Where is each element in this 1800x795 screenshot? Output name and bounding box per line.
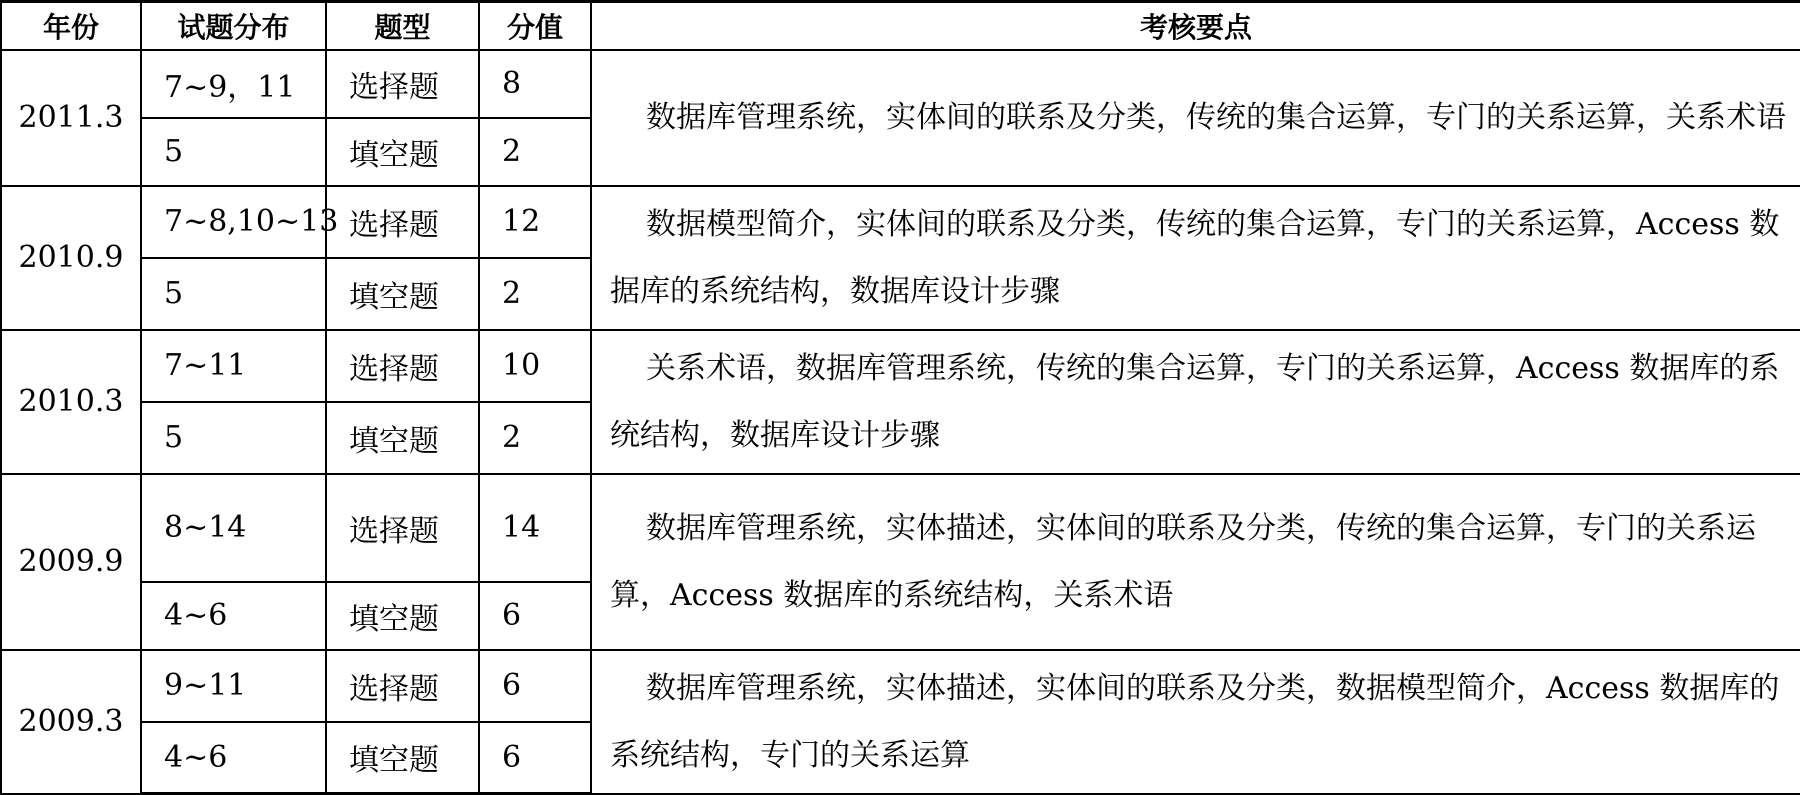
questions-cell: 4~6 — [141, 722, 326, 794]
header-score: 分值 — [479, 2, 591, 50]
score-cell: 6 — [479, 650, 591, 722]
score-cell: 6 — [479, 722, 591, 794]
type-cell: 选择题 — [326, 650, 479, 722]
questions-cell: 5 — [141, 118, 326, 186]
questions-cell: 5 — [141, 402, 326, 474]
score-cell: 2 — [479, 118, 591, 186]
type-cell: 填空题 — [326, 258, 479, 330]
type-cell: 填空题 — [326, 722, 479, 794]
points-cell — [591, 474, 1800, 650]
points-text: 数据库管理系统，实体描述，实体间的联系及分类，传统的集合运算，专门的关系运算，Access 数据库的系统结构，关系术语 — [610, 510, 1756, 613]
type-cell: 填空题 — [326, 402, 479, 474]
header-points: 考核要点 — [591, 2, 1800, 50]
header-questions: 试题分布 — [141, 2, 326, 50]
table-row — [1, 50, 1800, 118]
score-cell: 12 — [479, 186, 591, 258]
points-text: 数据模型简介，实体间的联系及分类，传统的集合运算，专门的关系运算，Access 数据库的系统结构，数据库设计步骤 — [610, 206, 1780, 309]
type-cell: 选择题 — [326, 474, 479, 582]
points-cell — [591, 330, 1800, 474]
points-cell — [591, 50, 1800, 186]
table-row — [1, 474, 1800, 582]
points-text: 数据库管理系统，实体间的联系及分类，传统的集合运算，专门的关系运算，关系术语 — [646, 100, 1786, 135]
score-cell: 10 — [479, 330, 591, 402]
type-cell: 选择题 — [326, 330, 479, 402]
points-text: 关系术语，数据库管理系统，传统的集合运算，专门的关系运算，Access 数据库的系统结构，数据库设计步骤 — [610, 350, 1780, 453]
questions-cell: 8~14 — [141, 474, 326, 582]
type-cell: 填空题 — [326, 118, 479, 186]
header-type: 题型 — [326, 2, 479, 50]
year-cell: 2010.9 — [1, 186, 141, 330]
score-cell: 14 — [479, 474, 591, 582]
table-row — [1, 186, 1800, 258]
year-cell: 2010.3 — [1, 330, 141, 474]
table-row — [1, 650, 1800, 722]
score-cell: 2 — [479, 402, 591, 474]
type-cell: 填空题 — [326, 582, 479, 650]
year-cell: 2009.3 — [1, 650, 141, 794]
points-cell — [591, 186, 1800, 330]
questions-cell: 5 — [141, 258, 326, 330]
questions-cell: 7~9，11 — [141, 50, 326, 118]
questions-cell: 4~6 — [141, 582, 326, 650]
questions-cell: 9~11 — [141, 650, 326, 722]
year-cell: 2009.9 — [1, 474, 141, 650]
type-cell: 选择题 — [326, 186, 479, 258]
questions-cell: 7~11 — [141, 330, 326, 402]
questions-cell: 7~8,10~13 — [141, 186, 326, 258]
score-cell: 8 — [479, 50, 591, 118]
header-row — [1, 2, 1800, 50]
score-cell: 6 — [479, 582, 591, 650]
points-cell — [591, 650, 1800, 794]
year-cell: 2011.3 — [1, 50, 141, 186]
score-cell: 2 — [479, 258, 591, 330]
table-row — [1, 330, 1800, 402]
points-text: 数据库管理系统，实体描述，实体间的联系及分类，数据模型简介，Access 数据库的系统结构，专门的关系运算 — [610, 670, 1780, 773]
header-year: 年份 — [1, 2, 141, 50]
type-cell: 选择题 — [326, 50, 479, 118]
